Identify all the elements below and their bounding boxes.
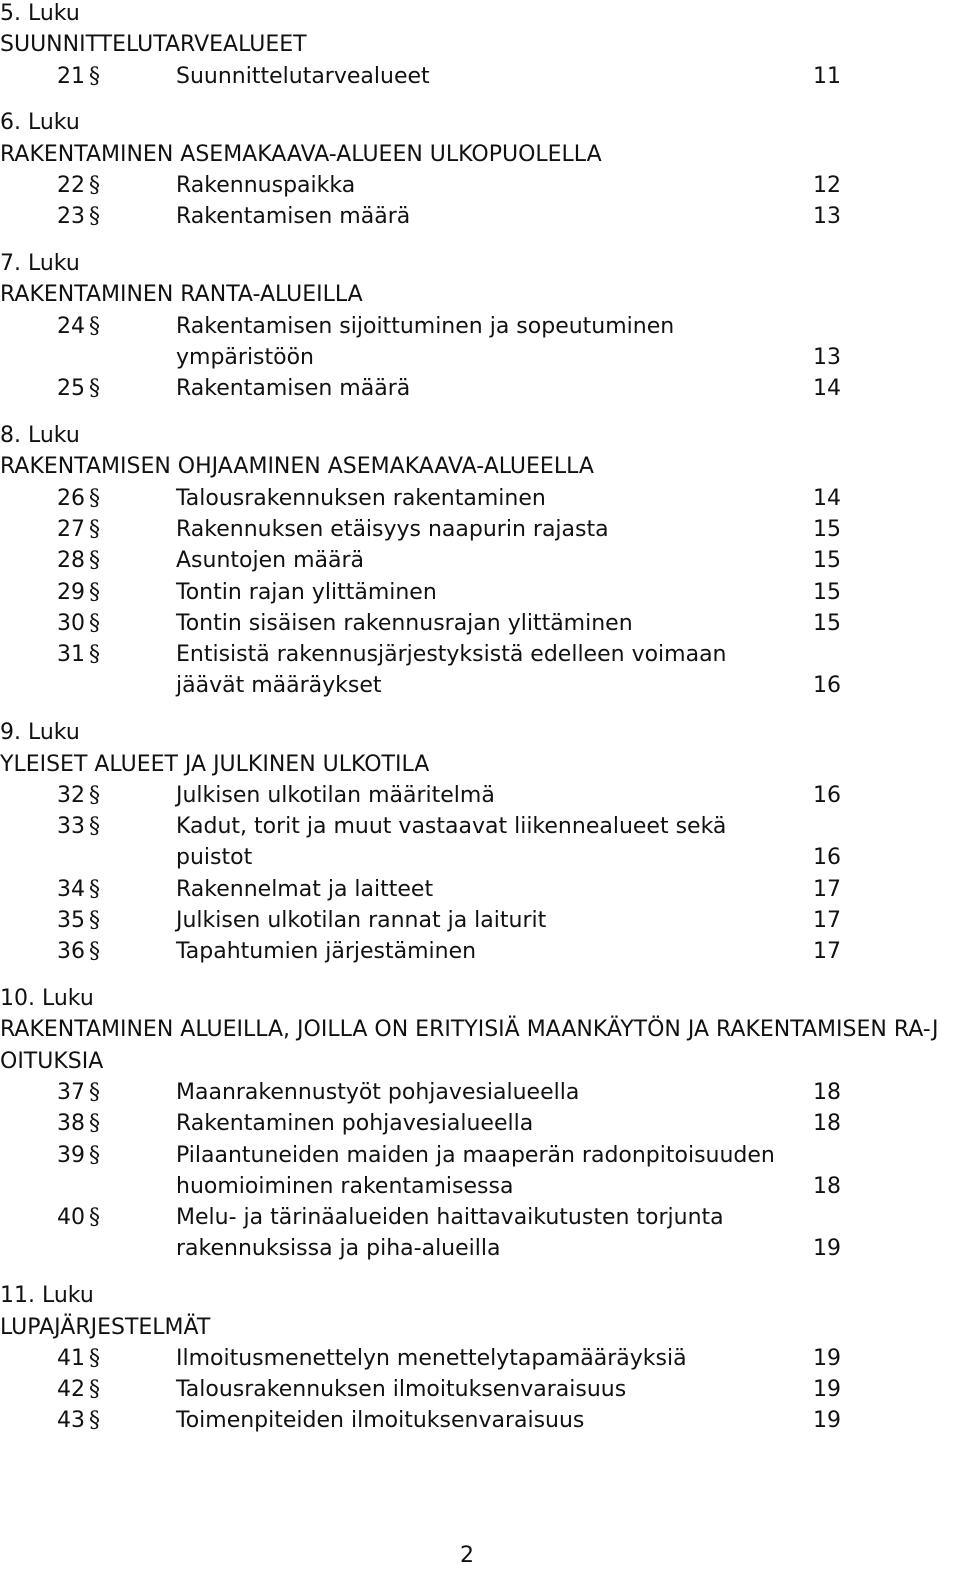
entry-title: Pilaantuneiden maiden ja maaperän radonpitoisuuden bbox=[176, 1142, 775, 1168]
toc-entry-line bbox=[0, 61, 960, 92]
section-sign: § bbox=[89, 876, 100, 902]
section-number: 21 bbox=[57, 63, 85, 89]
entry-title: Rakentamisen sijoittuminen ja sopeutuminen bbox=[176, 313, 675, 339]
chapter-title: RAKENTAMINEN ALUEILLA, JOILLA ON ERITYISIÄ MAANKÄYTÖN JA RAKENTAMISEN RA-JOITUKSIA bbox=[0, 1017, 939, 1074]
toc-entry-line bbox=[0, 1077, 960, 1108]
page-number: 2 bbox=[460, 1543, 474, 1568]
entry-page-number: 17 bbox=[813, 876, 841, 902]
section-sign: § bbox=[89, 1205, 100, 1231]
section-number: 35 bbox=[57, 908, 85, 934]
section-number: 34 bbox=[57, 876, 85, 902]
section-sign: § bbox=[89, 908, 100, 934]
chapter-number: 11. Luku bbox=[0, 1283, 94, 1309]
section-number: 40 bbox=[57, 1205, 85, 1231]
entry-page-number: 14 bbox=[813, 485, 841, 511]
toc-entry-line bbox=[0, 311, 960, 342]
entry-title: Rakentamisen määrä bbox=[176, 204, 411, 230]
toc-entry-line bbox=[0, 1374, 960, 1405]
entry-title: Rakentamisen määrä bbox=[176, 376, 411, 402]
section-sign: § bbox=[89, 548, 100, 574]
section-sign: § bbox=[89, 1345, 100, 1371]
entry-title: Tapahtumien järjestäminen bbox=[176, 939, 477, 965]
section-number: 36 bbox=[57, 939, 85, 965]
entry-title: Rakennelmat ja laitteet bbox=[176, 876, 434, 902]
chapter-title: SUUNNITTELUTARVEALUEET bbox=[0, 32, 307, 58]
entry-page-number: 17 bbox=[813, 939, 841, 965]
entry-page-number: 16 bbox=[813, 845, 841, 871]
chapter-section bbox=[0, 107, 960, 232]
chapter-title: RAKENTAMISEN OHJAAMINEN ASEMAKAAVA-ALUEELLA bbox=[0, 454, 594, 480]
section-sign: § bbox=[89, 782, 100, 808]
section-number: 32 bbox=[57, 782, 85, 808]
chapter-number: 10. Luku bbox=[0, 986, 94, 1012]
entry-page-number: 14 bbox=[813, 376, 841, 402]
entry-title: Rakentaminen pohjavesialueella bbox=[176, 1111, 534, 1137]
toc-entry-line bbox=[0, 342, 960, 373]
section-sign: § bbox=[89, 1111, 100, 1137]
entry-title: Rakennuspaikka bbox=[176, 172, 356, 198]
chapter-number: 6. Luku bbox=[0, 110, 80, 136]
section-sign: § bbox=[89, 485, 100, 511]
section-number: 42 bbox=[57, 1377, 85, 1403]
toc-entry-line bbox=[0, 514, 960, 545]
section-sign: § bbox=[89, 516, 100, 542]
section-sign: § bbox=[89, 63, 100, 89]
chapter-title: RAKENTAMINEN RANTA-ALUEILLA bbox=[0, 282, 363, 308]
toc-entry-line bbox=[0, 483, 960, 514]
section-sign: § bbox=[89, 1377, 100, 1403]
toc-entry-line bbox=[0, 201, 960, 232]
entry-page-number: 15 bbox=[813, 579, 841, 605]
entry-title: Rakennuksen etäisyys naapurin rajasta bbox=[176, 516, 609, 542]
toc-entry-line bbox=[0, 639, 960, 670]
entry-page-number: 17 bbox=[813, 908, 841, 934]
section-sign: § bbox=[89, 172, 100, 198]
entry-title: Talousrakennuksen ilmoituksenvaraisuus bbox=[176, 1377, 627, 1403]
entry-page-number: 19 bbox=[813, 1345, 841, 1371]
entry-title: Kadut, torit ja muut vastaavat liikennealueet sekä bbox=[176, 814, 727, 840]
entry-title: Asuntojen määrä bbox=[176, 548, 364, 574]
chapter-section bbox=[0, 420, 960, 702]
entry-title: Entisistä rakennusjärjestyksistä edelleen voimaan bbox=[176, 642, 727, 668]
section-number: 31 bbox=[57, 642, 85, 668]
section-sign: § bbox=[89, 1142, 100, 1168]
chapter-number: 8. Luku bbox=[0, 423, 80, 449]
entry-title: jäävät määräykset bbox=[176, 673, 382, 699]
entry-title: Julkisen ulkotilan määritelmä bbox=[176, 782, 495, 808]
entry-title: Melu- ja tärinäalueiden haittavaikutusten torjunta bbox=[176, 1205, 724, 1231]
toc-entry-line bbox=[0, 577, 960, 608]
toc-entry-line bbox=[0, 170, 960, 201]
section-number: 28 bbox=[57, 548, 85, 574]
section-number: 37 bbox=[57, 1080, 85, 1105]
chapter-title: YLEISET ALUEET JA JULKINEN ULKOTILA bbox=[0, 751, 430, 777]
section-sign: § bbox=[89, 204, 100, 230]
entry-title: Talousrakennuksen rakentaminen bbox=[176, 485, 546, 511]
entry-title: ympäristöön bbox=[176, 344, 315, 370]
section-number: 25 bbox=[57, 376, 85, 402]
section-sign: § bbox=[89, 1408, 100, 1434]
section-number: 22 bbox=[57, 172, 85, 198]
section-number: 30 bbox=[57, 610, 85, 636]
toc-entry-line bbox=[0, 780, 960, 811]
entry-page-number: 15 bbox=[813, 610, 841, 636]
toc-entry-line bbox=[0, 1140, 960, 1171]
chapter-section bbox=[0, 983, 960, 1265]
section-sign: § bbox=[89, 642, 100, 668]
entry-page-number: 12 bbox=[813, 172, 841, 198]
toc-entry-line bbox=[0, 1202, 960, 1233]
section-number: 43 bbox=[57, 1408, 85, 1434]
toc-entry-line bbox=[0, 545, 960, 576]
chapter-number: 5. Luku bbox=[0, 1, 80, 26]
toc-entry-line bbox=[0, 608, 960, 639]
entry-page-number: 11 bbox=[813, 63, 841, 89]
section-number: 33 bbox=[57, 814, 85, 840]
section-sign: § bbox=[89, 1080, 100, 1105]
entry-title: Julkisen ulkotilan rannat ja laiturit bbox=[176, 908, 547, 934]
chapter-title: RAKENTAMINEN ASEMAKAAVA-ALUEEN ULKOPUOLELLA bbox=[0, 141, 602, 167]
entry-page-number: 19 bbox=[813, 1236, 841, 1262]
section-number: 41 bbox=[57, 1345, 85, 1371]
section-sign: § bbox=[89, 579, 100, 605]
chapter-section bbox=[0, 248, 960, 404]
entry-page-number: 15 bbox=[813, 516, 841, 542]
toc-entry-line bbox=[0, 1233, 960, 1264]
entry-title: huomioiminen rakentamisessa bbox=[176, 1173, 514, 1199]
toc-entry-line bbox=[0, 373, 960, 404]
entry-page-number: 19 bbox=[813, 1377, 841, 1403]
entry-page-number: 18 bbox=[813, 1173, 841, 1199]
entry-title: Ilmoitusmenettelyn menettelytapamääräyksiä bbox=[176, 1345, 687, 1371]
entry-title: Tontin sisäisen rakennusrajan ylittäminen bbox=[176, 610, 633, 636]
chapter-number: 7. Luku bbox=[0, 251, 80, 277]
section-number: 39 bbox=[57, 1142, 85, 1168]
entry-page-number: 18 bbox=[813, 1080, 841, 1105]
chapter-number: 9. Luku bbox=[0, 720, 80, 746]
entry-page-number: 15 bbox=[813, 548, 841, 574]
entry-title: rakennuksissa ja piha-alueilla bbox=[176, 1236, 501, 1262]
section-number: 23 bbox=[57, 204, 85, 230]
section-sign: § bbox=[89, 814, 100, 840]
entry-title: Suunnittelutarvealueet bbox=[176, 63, 430, 89]
section-number: 38 bbox=[57, 1111, 85, 1137]
chapter-title: LUPAJÄRJESTELMÄT bbox=[0, 1314, 211, 1340]
toc-entry-line bbox=[0, 1108, 960, 1139]
entry-page-number: 13 bbox=[813, 344, 841, 370]
section-number: 26 bbox=[57, 485, 85, 511]
entry-page-number: 19 bbox=[813, 1408, 841, 1434]
chapter-section bbox=[0, 1280, 960, 1436]
entry-page-number: 16 bbox=[813, 782, 841, 808]
section-sign: § bbox=[89, 610, 100, 636]
entry-title: Maanrakennustyöt pohjavesialueella bbox=[176, 1080, 580, 1105]
toc-entry-line bbox=[0, 1405, 960, 1436]
toc-entry-line bbox=[0, 874, 960, 905]
section-number: 27 bbox=[57, 516, 85, 542]
section-number: 24 bbox=[57, 313, 85, 339]
toc-entry-line bbox=[0, 670, 960, 701]
section-sign: § bbox=[89, 313, 100, 339]
toc-entry-line bbox=[0, 1343, 960, 1374]
section-sign: § bbox=[89, 939, 100, 965]
entry-title: puistot bbox=[176, 845, 253, 871]
entry-title: Tontin rajan ylittäminen bbox=[176, 579, 437, 605]
entry-title: Toimenpiteiden ilmoituksenvaraisuus bbox=[176, 1408, 585, 1434]
toc-entry-line bbox=[0, 811, 960, 842]
chapter-section bbox=[0, 0, 960, 92]
entry-page-number: 16 bbox=[813, 673, 841, 699]
entry-page-number: 18 bbox=[813, 1111, 841, 1137]
entry-page-number: 13 bbox=[813, 204, 841, 230]
toc-entry-line bbox=[0, 905, 960, 936]
chapter-section bbox=[0, 717, 960, 967]
toc-entry-line bbox=[0, 842, 960, 873]
section-sign: § bbox=[89, 376, 100, 402]
toc-entry-line bbox=[0, 936, 960, 967]
section-number: 29 bbox=[57, 579, 85, 605]
toc-entry-line bbox=[0, 1171, 960, 1202]
